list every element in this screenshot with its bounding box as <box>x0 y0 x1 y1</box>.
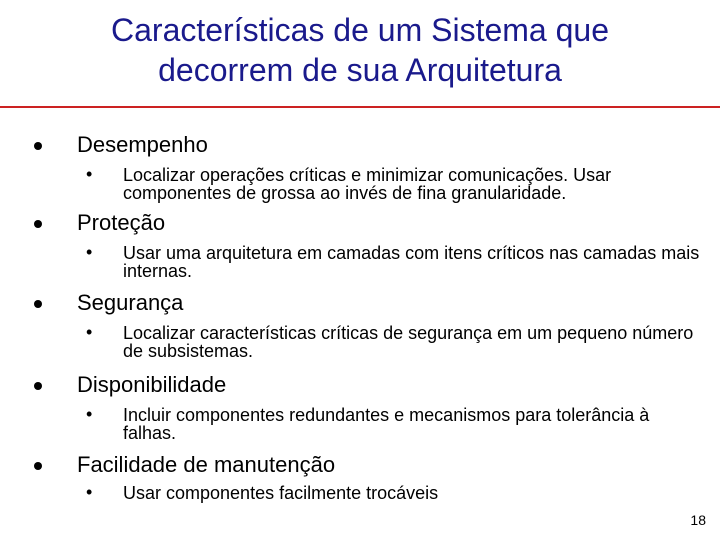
bullet-heading: Desempenho <box>77 132 208 157</box>
bullet-dot-icon <box>34 220 42 228</box>
sub-bullet-text: Usar uma arquitetura em camadas com itens críticos nas camadas mais internas. <box>123 243 700 281</box>
sub-bullet-text: Incluir componentes redundantes e mecanismos para tolerância à falhas. <box>123 405 650 443</box>
sub-bullet-icon: • <box>86 404 93 424</box>
bullet-heading: Proteção <box>77 210 166 235</box>
sub-bullet-text: Usar componentes facilmente trocáveis <box>123 483 439 503</box>
sub-bullet-icon: • <box>86 482 93 502</box>
sub-bullet-icon: • <box>86 242 93 262</box>
page-number: 18 <box>690 512 706 528</box>
sub-bullet-text: Localizar características críticas de segurança em um pequeno número de subsistemas. <box>123 323 694 361</box>
bullet-heading: Segurança <box>77 290 184 315</box>
bullet-dot-icon <box>34 300 42 308</box>
bullet-dot-icon <box>34 462 42 470</box>
sub-bullet-icon: • <box>86 164 93 184</box>
title-line-2: decorrem de sua Arquitetura <box>158 52 562 88</box>
bullet-dot-icon <box>34 382 42 390</box>
sub-bullet-text: Localizar operações críticas e minimizar comunicações. Usar componentes de grossa ao invés de fina granularidade. <box>123 165 612 203</box>
sub-bullet-icon: • <box>86 322 93 342</box>
slide-title <box>40 10 680 90</box>
bullet-heading: Facilidade de manutenção <box>77 452 336 477</box>
title-divider <box>0 106 720 108</box>
bullet-heading: Disponibilidade <box>77 372 227 397</box>
title-line-1: Características de um Sistema que <box>111 12 609 48</box>
bullet-dot-icon <box>34 142 42 150</box>
